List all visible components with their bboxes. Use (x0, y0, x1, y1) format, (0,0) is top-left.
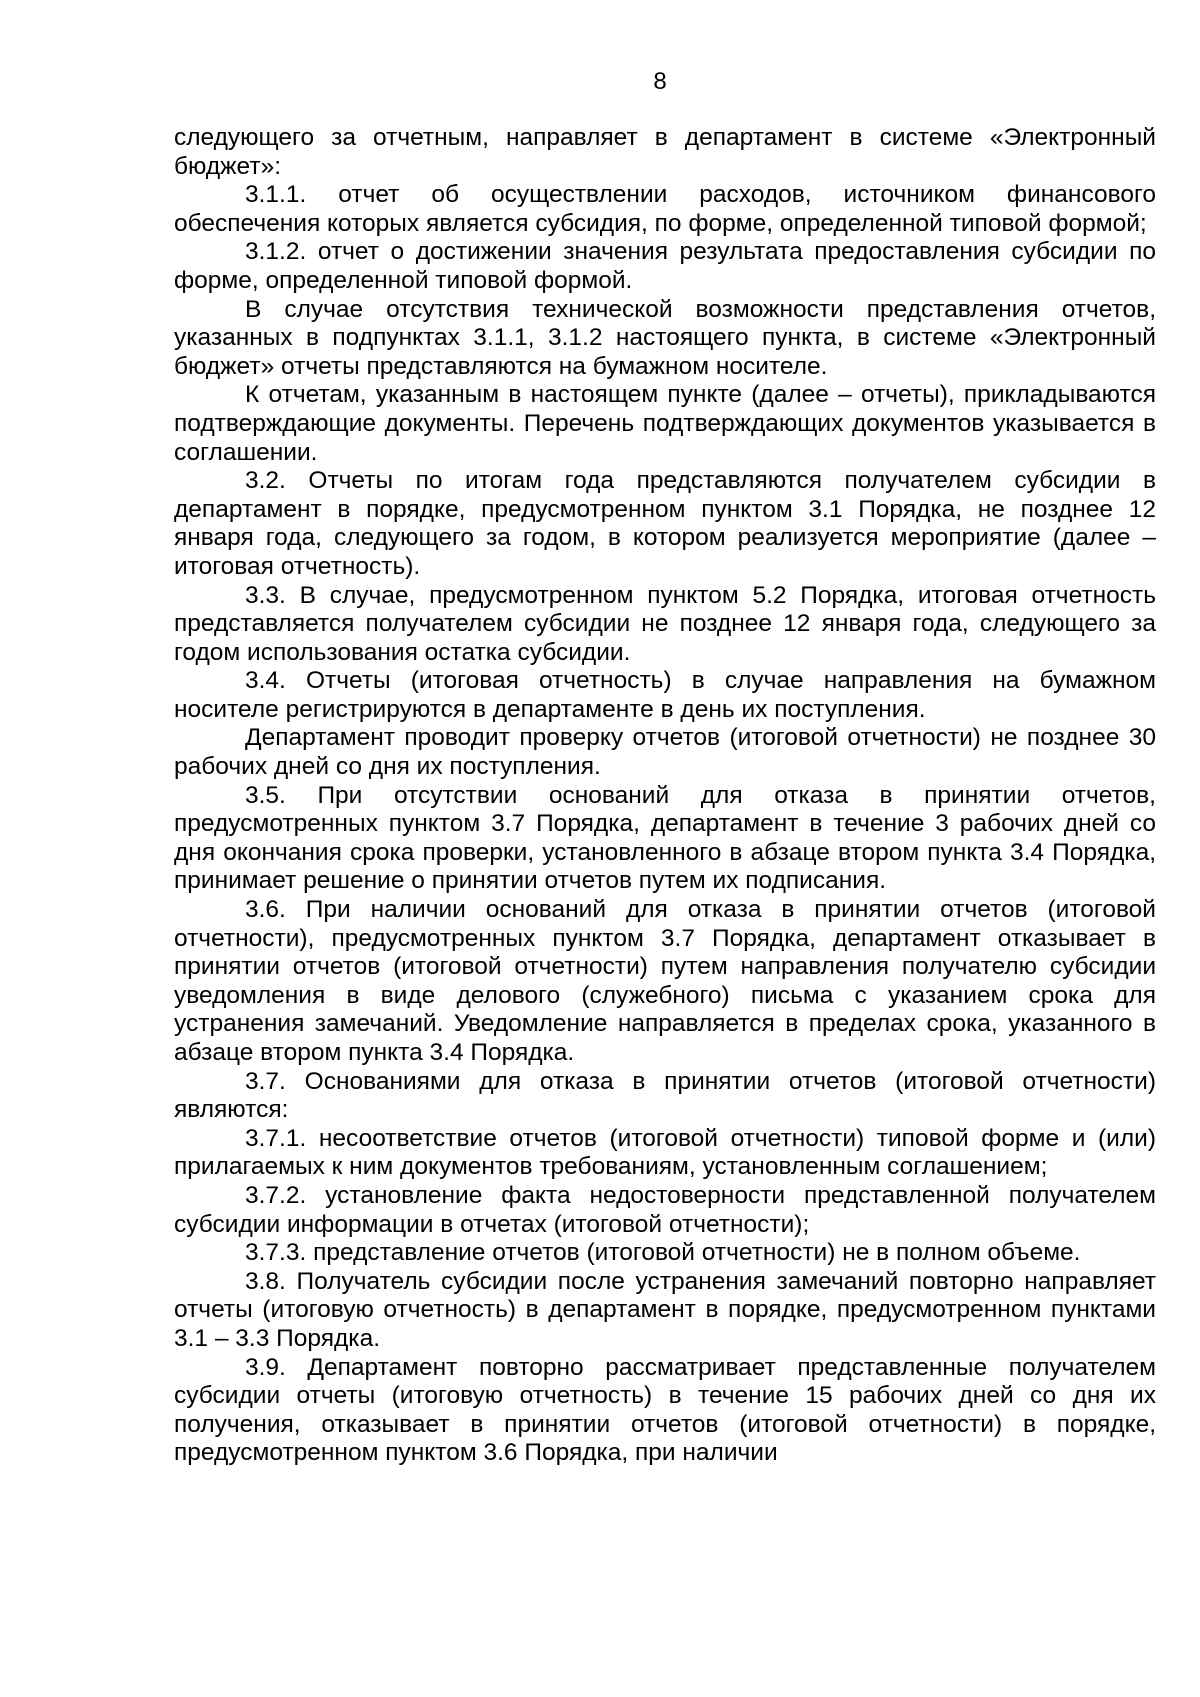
paragraph-3-8: 3.8. Получатель субсидии после устранения замечаний повторно направляет отчеты (итоговую отчетность) в департамент в порядке, предусмотренном пунктами 3.1 – 3.3 Порядка. (174, 1267, 1156, 1352)
paragraph-3-6: 3.6. При наличии оснований для отказа в принятии отчетов (итоговой отчетности), предусмотренных пунктом 3.7 Порядка, департамент отказывает в принятии отчетов (итоговой отчетности) путем направления получателю субсидии уведомления в виде делового (служебного) письма с указанием срока для устранения замечаний. Уведомление направляется в пределах срока, указанного в абзаце втором пункта 3.4 Порядка. (174, 896, 1156, 1066)
paragraph-3-5: 3.5. При отсутствии оснований для отказа в принятии отчетов, предусмотренных пунктом 3.7 Порядка, департамент в течение 3 рабочих дней со дня окончания срока проверки, установленного в абзаце втором пункта 3.4 Порядка, принимает решение о принятии отчетов путем их подписания. (174, 781, 1156, 895)
paragraph-3-1-2: 3.1.2. отчет о достижении значения результата предоставления субсидии по форме, определенной типовой формой. (174, 238, 1156, 294)
paragraph-continuation: следующего за отчетным, направляет в департамент в системе «Электронный бюджет»: (174, 124, 1156, 180)
paragraph-3-9: 3.9. Департамент повторно рассматривает представленные получателем субсидии отчеты (итоговую отчетность) в течение 15 рабочих дней со дня их получения, отказывает в принятии отчетов (итоговой отчетности) в порядке, предусмотренном пунктом 3.6 Порядка, при наличии (174, 1353, 1156, 1467)
paragraph-3-2: 3.2. Отчеты по итогам года представляются получателем субсидии в департамент в порядке, предусмотренном пунктом 3.1 Порядка, не позднее 12 января года, следующего за годом, в котором реализуется мероприятие (далее – итоговая отчетность). (174, 467, 1156, 580)
paragraph-3-7: 3.7. Основаниями для отказа в принятии отчетов (итоговой отчетности) являются: (174, 1067, 1156, 1124)
page-number: 8 (653, 68, 667, 95)
paragraph-3-7-1: 3.7.1. несоответствие отчетов (итоговой отчетности) типовой форме и (или) прилагаемых к ним документов требованиям, установленным соглашением; (174, 1124, 1156, 1181)
paragraph-3-4: 3.4. Отчеты (итоговая отчетность) в случае направления на бумажном носителе регистрируются в департаменте в день их поступления. (174, 667, 1156, 723)
paragraph-3-7-3: 3.7.3. представление отчетов (итоговой отчетности) не в полном объеме. (245, 1239, 1081, 1267)
paragraph-no-technical-possibility: В случае отсутствия технической возможности представления отчетов, указанных в подпунктах 3.1.1, 3.1.2 настоящего пункта, в системе «Электронный бюджет» отчеты представляются на бумажном носителе. (174, 295, 1156, 380)
paragraph-verification: Департамент проводит проверку отчетов (итоговой отчетности) не позднее 30 рабочих дней со дня их поступления. (174, 724, 1156, 781)
document-body (174, 124, 1156, 1468)
paragraph-3-3: 3.3. В случае, предусмотренном пунктом 5.2 Порядка, итоговая отчетность представляется получателем субсидии не позднее 12 января года, следующего за годом использования остатка субсидии. (174, 581, 1156, 666)
paragraph-3-1-1: 3.1.1. отчет об осуществлении расходов, источником финансового обеспечения которых является субсидия, по форме, определенной типовой формой; (174, 181, 1156, 237)
paragraph-supporting-documents: К отчетам, указанным в настоящем пункте (далее – отчеты), прикладываются подтверждающие документы. Перечень подтверждающих документов указывается в соглашении. (174, 381, 1156, 466)
paragraph-3-7-2: 3.7.2. установление факта недостоверности представленной получателем субсидии информации в отчетах (итоговой отчетности); (174, 1181, 1156, 1238)
